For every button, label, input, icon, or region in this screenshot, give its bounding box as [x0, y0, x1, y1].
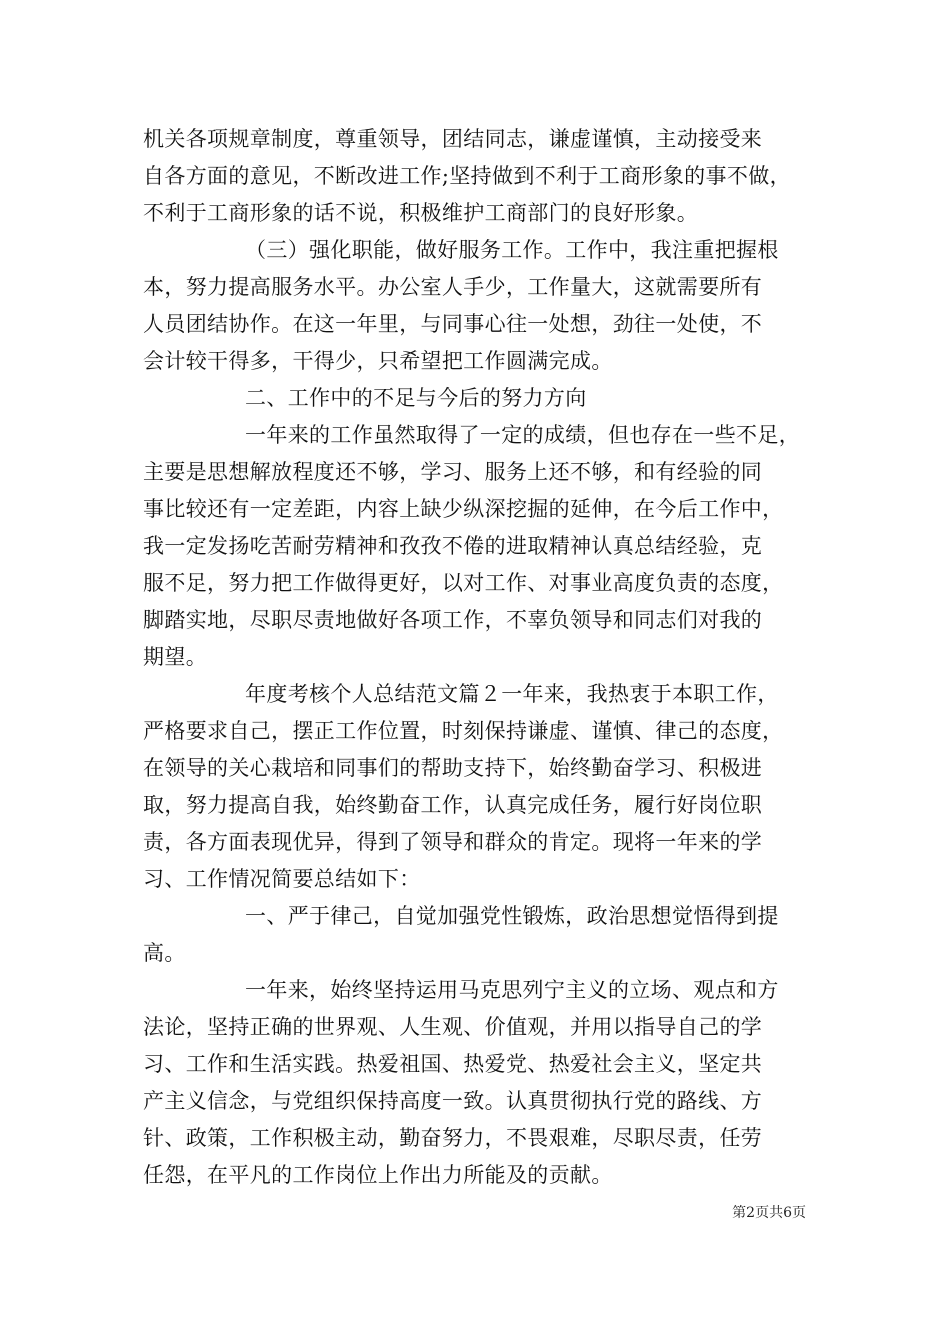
text-line: 法论，坚持正确的世界观、人生观、价值观，并用以指导自己的学	[143, 1015, 763, 1039]
text-line: 在领导的关心栽培和同事们的帮助支持下，始终勤奋学习、积极进	[143, 756, 763, 780]
text-line: 产主义信念，与党组织保持高度一致。认真贯彻执行党的路线、方	[143, 1089, 763, 1113]
text-line: 二、工作中的不足与今后的努力方向	[245, 386, 587, 410]
text-line: 我一定发扬吃苦耐劳精神和孜孜不倦的进取精神认真总结经验，克	[143, 534, 763, 558]
text-line: 取，努力提高自我，始终勤奋工作，认真完成任务，履行好岗位职	[143, 793, 763, 817]
text-line: 人员团结协作。在这一年里，与同事心往一处想，劲往一处使，不	[143, 312, 763, 336]
page-number: 第2页共6页	[732, 1205, 806, 1221]
text-line: 责，各方面表现优异，得到了领导和群众的肯定。现将一年来的学	[143, 830, 763, 854]
text-line: 严格要求自己，摆正工作位置，时刻保持谦虚、谨慎、律己的态度，	[143, 719, 784, 743]
text-line: 自各方面的意见，不断改进工作;坚持做到不利于工商形象的事不做，	[143, 164, 791, 188]
text-line: 高。	[143, 941, 186, 965]
text-line: 习、工作和生活实践。热爱祖国、热爱党、热爱社会主义，坚定共	[143, 1052, 763, 1076]
text-line: 主要是思想解放程度还不够，学习、服务上还不够，和有经验的同	[143, 460, 763, 484]
text-line: （三）强化职能，做好服务工作。工作中，我注重把握根	[245, 238, 779, 262]
text-line: 习、工作情况简要总结如下：	[143, 867, 421, 891]
text-line: 期望。	[143, 645, 208, 669]
text-line: 针、政策，工作积极主动，勤奋努力，不畏艰难，尽职尽责，任劳	[143, 1126, 763, 1150]
text-line: 会计较干得多，干得少，只希望把工作圆满完成。	[143, 349, 613, 373]
text-line: 年度考核个人总结范文篇２一年来，我热衷于本职工作，	[245, 682, 779, 706]
text-line: 服不足，努力把工作做得更好，以对工作、对事业高度负责的态度，	[143, 571, 784, 595]
text-line: 一、严于律己，自觉加强党性锻炼，政治思想觉悟得到提	[245, 904, 779, 928]
text-line: 一年来的工作虽然取得了一定的成绩，但也存在一些不足，	[245, 423, 801, 447]
document-body	[143, 121, 823, 1194]
text-line: 事比较还有一定差距，内容上缺少纵深挖掘的延伸，在今后工作中，	[143, 497, 784, 521]
text-line: 脚踏实地，尽职尽责地做好各项工作，不辜负领导和同志们对我的	[143, 608, 763, 632]
text-line: 机关各项规章制度，尊重领导，团结同志，谦虚谨慎，主动接受来	[143, 127, 763, 151]
text-line: 本，努力提高服务水平。办公室人手少，工作量大，这就需要所有	[143, 275, 763, 299]
text-line: 一年来，始终坚持运用马克思列宁主义的立场、观点和方	[245, 978, 779, 1002]
text-line: 任怨，在平凡的工作岗位上作出力所能及的贡献。	[143, 1163, 613, 1187]
text-line: 不利于工商形象的话不说，积极维护工商部门的良好形象。	[143, 201, 699, 225]
